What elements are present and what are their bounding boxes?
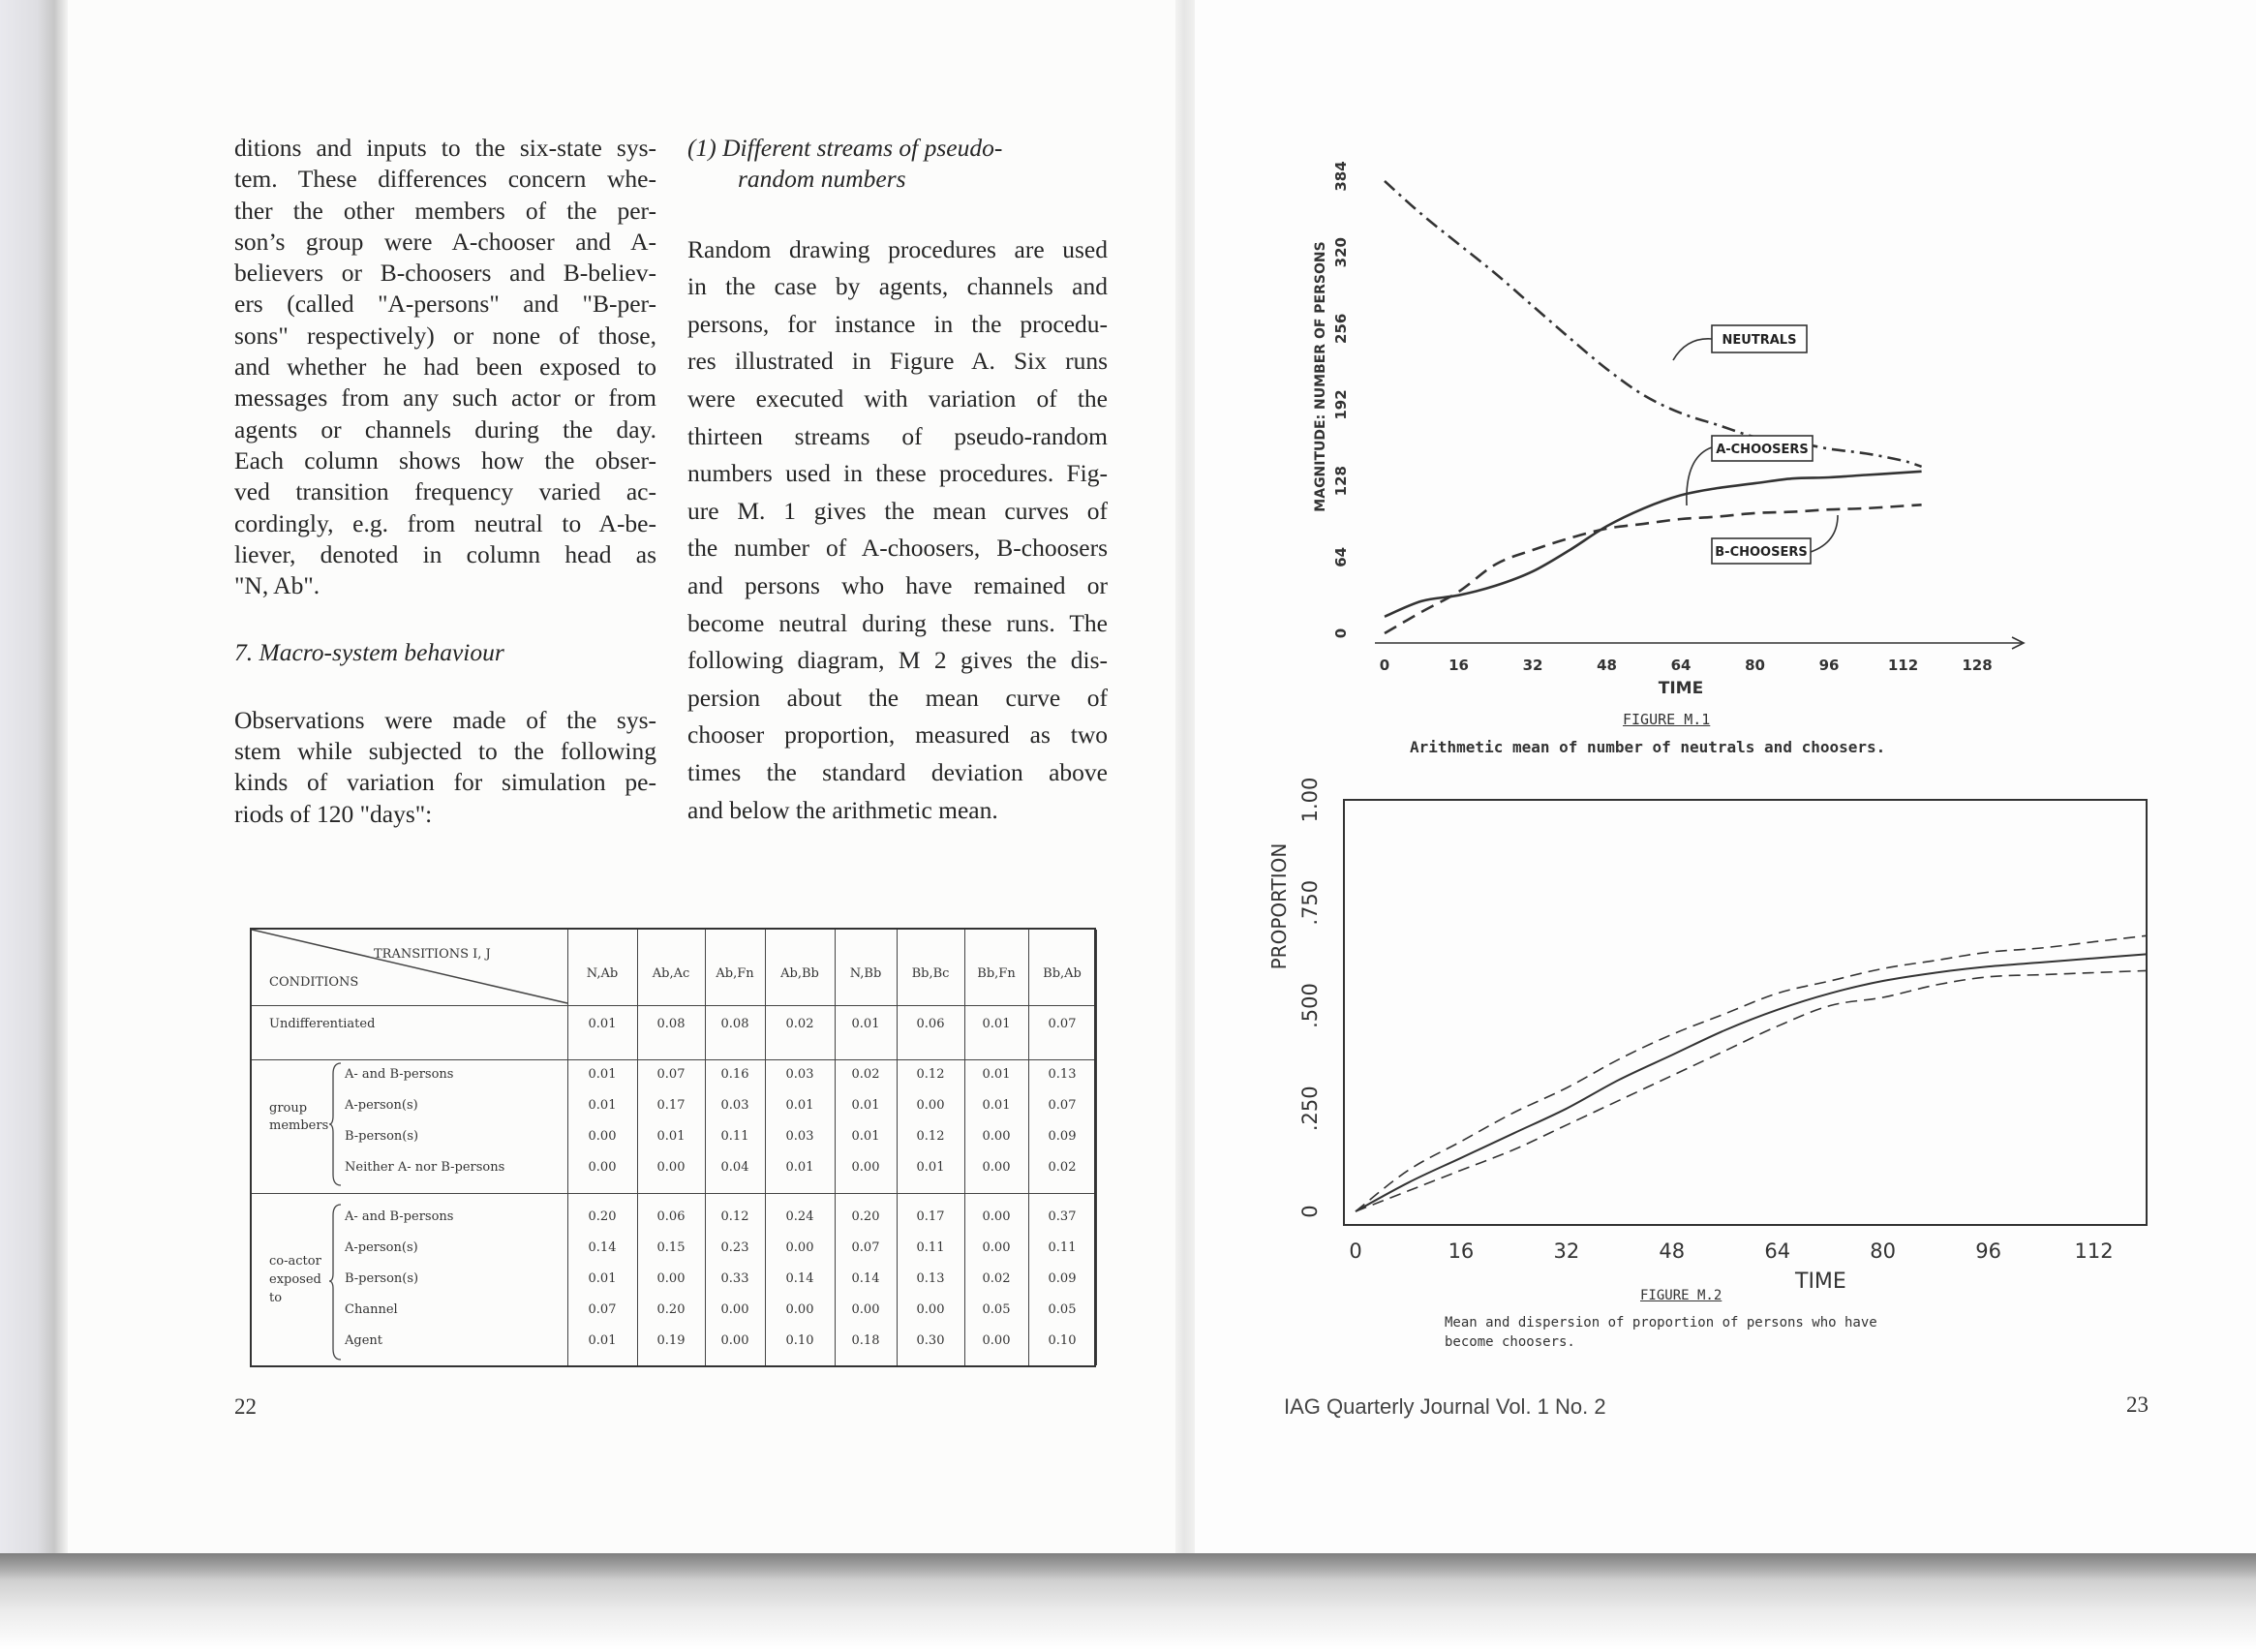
table-cell: 0.13 <box>1048 1067 1077 1082</box>
plot-frame <box>1344 800 2147 1225</box>
transition-table <box>250 928 1096 1367</box>
text-line: in the case by agents, channels and <box>687 272 1108 301</box>
table-cell: 0.02 <box>851 1067 880 1082</box>
group-label-line-2: members <box>269 1118 329 1133</box>
table-column-header: Bb,Bc <box>911 966 950 981</box>
table-row-rule <box>252 1193 1094 1194</box>
series-line-a-choosers <box>1385 472 1922 617</box>
table-column-rule <box>835 930 836 1365</box>
text-line: persion about the mean curve of <box>687 683 1108 712</box>
table-cell: 0.20 <box>588 1209 617 1224</box>
text-line: res illustrated in Figure A. Six runs <box>687 347 1108 376</box>
table-cell: 0.10 <box>1048 1333 1077 1348</box>
text-line: the number of A-choosers, B-choosers <box>687 534 1108 563</box>
y-axis-label: PROPORTION <box>1267 842 1291 970</box>
figure-m2-caption-line-1: Mean and dispersion of proportion of persons who have <box>1445 1315 1877 1331</box>
group-label-line-1: group <box>269 1101 308 1116</box>
table-cell: 0.07 <box>656 1067 686 1082</box>
x-tick-label: 48 <box>1597 657 1617 674</box>
table-cell: 0.11 <box>1048 1240 1077 1255</box>
table-row-label: B-person(s) <box>345 1129 419 1144</box>
book-gutter <box>1175 0 1195 1557</box>
table-cell: 0.01 <box>851 1129 880 1144</box>
table-cell: 0.33 <box>720 1271 749 1286</box>
x-tick-label: 32 <box>1522 657 1543 674</box>
text-line: and persons who have remained or <box>687 570 1108 599</box>
text-line: ditions and inputs to the six-state sys- <box>234 134 656 162</box>
table-row-label: Neither A- nor B-persons <box>345 1160 505 1175</box>
right-page-number: 23 <box>2126 1392 2149 1417</box>
text-line: become neutral during these runs. The <box>687 608 1108 637</box>
table-column-header: Ab,Ac <box>652 966 690 981</box>
paragraph-3 <box>687 231 1108 830</box>
table-cell: 0.09 <box>1048 1129 1077 1144</box>
table-cell: 0.00 <box>982 1333 1011 1348</box>
table-cell: 0.01 <box>785 1098 814 1113</box>
table-cell: 0.01 <box>588 1067 617 1082</box>
coactor-brace <box>329 1204 343 1362</box>
legend-label-neutrals: NEUTRALS <box>1722 333 1797 348</box>
series-line-b-choosers <box>1385 505 1922 633</box>
table-cell: 0.01 <box>916 1160 945 1175</box>
x-tick-label: 128 <box>1962 657 1993 674</box>
table-row-label: A-person(s) <box>345 1240 418 1255</box>
table-cell: 0.12 <box>916 1067 945 1082</box>
x-axis-label: TIME <box>1795 1270 1846 1293</box>
table-column-header: Bb,Ab <box>1043 966 1082 981</box>
table-column-rule <box>637 930 638 1365</box>
table-row-label: Channel <box>345 1302 398 1317</box>
x-tick-label: 32 <box>1553 1239 1580 1263</box>
text-line: ved transition frequency varied ac- <box>234 477 656 506</box>
table-cell: 0.01 <box>588 1271 617 1286</box>
book-edge <box>0 0 68 1557</box>
y-tick-label: .500 <box>1298 983 1322 1028</box>
table-cell: 0.14 <box>851 1271 880 1286</box>
text-line: ure M. 1 gives the mean curves of <box>687 496 1108 525</box>
left-page-number: 22 <box>234 1394 257 1419</box>
table-cell: 0.30 <box>916 1333 945 1348</box>
bchoosers-pointer <box>1811 515 1838 552</box>
text-line: Random drawing procedures are used <box>687 234 1108 263</box>
table-cell: 0.07 <box>1048 1098 1077 1113</box>
figure-m2-caption-line-2: become choosers. <box>1445 1334 1575 1350</box>
table-cell: 0.01 <box>588 1333 617 1348</box>
text-line: ers (called "A-persons" and "B-per- <box>234 290 656 319</box>
table-cell: 0.37 <box>1048 1209 1077 1224</box>
legend-label-bchoosers: B-CHOOSERS <box>1715 545 1808 560</box>
y-tick-label: 320 <box>1332 237 1350 268</box>
table-cell: 0.01 <box>588 1017 617 1031</box>
figure-m1-caption: Arithmetic mean of number of neutrals and choosers. <box>1410 738 1886 756</box>
text-line: persons, for instance in the procedu- <box>687 309 1108 338</box>
table-cell: 0.07 <box>851 1240 880 1255</box>
text-line: and whether he had been exposed to <box>234 352 656 382</box>
left-column-1 <box>234 133 656 830</box>
text-line: riods of 120 "days": <box>234 799 433 828</box>
text-line: liever, denoted in column head as <box>234 539 656 568</box>
y-tick-label: 192 <box>1332 389 1350 420</box>
table-corner-top: TRANSITIONS I, J <box>374 947 491 962</box>
table-cell: 0.00 <box>720 1333 749 1348</box>
text-line: and below the arithmetic mean. <box>687 795 998 824</box>
table-cell: 0.03 <box>785 1067 814 1082</box>
table-cell: 0.14 <box>785 1271 814 1286</box>
text-line: chooser proportion, measured as two <box>687 720 1108 750</box>
series-line-lower <box>1356 970 2147 1211</box>
x-tick-label: 0 <box>1379 657 1390 674</box>
x-tick-label: 80 <box>1870 1239 1897 1263</box>
table-cell: 0.04 <box>720 1160 749 1175</box>
table-cell: 0.24 <box>785 1209 814 1224</box>
table-cell: 0.00 <box>982 1160 1011 1175</box>
table-cell: 0.00 <box>656 1160 686 1175</box>
x-tick-label: 96 <box>1975 1239 2001 1263</box>
table-cell: 0.19 <box>656 1333 686 1348</box>
y-tick-label: 64 <box>1332 546 1350 567</box>
series-line-upper <box>1356 935 2147 1211</box>
table-cell: 0.13 <box>916 1271 945 1286</box>
table-cell: 0.00 <box>851 1160 880 1175</box>
table-corner-diagonal <box>252 930 569 1007</box>
table-column-rule <box>897 930 898 1365</box>
table-cell: 0.05 <box>982 1302 1011 1317</box>
table-cell: 0.10 <box>785 1333 814 1348</box>
table-column-rule <box>765 930 766 1365</box>
legend-label-achoosers: A-CHOOSERS <box>1716 443 1809 457</box>
text-line: thirteen streams of pseudo-random <box>687 421 1108 450</box>
subheading-line-1: (1) Different streams of pseudo- <box>687 134 1003 162</box>
table-cell: 0.16 <box>720 1067 749 1082</box>
table-cell: 0.02 <box>1048 1160 1077 1175</box>
x-tick-label: 48 <box>1659 1239 1686 1263</box>
table-row-rule <box>252 1059 1094 1060</box>
series-line-neutrals <box>1385 181 1922 467</box>
x-tick-label: 96 <box>1818 657 1840 674</box>
text-line: times the standard deviation above <box>687 757 1108 786</box>
table-cell: 0.03 <box>785 1129 814 1144</box>
text-line: stem while subjected to the following <box>234 737 656 766</box>
table-column-header: Ab,Bb <box>780 966 819 981</box>
table-row-label: A-person(s) <box>345 1098 418 1113</box>
table-cell: 0.20 <box>656 1302 686 1317</box>
x-tick-label: 112 <box>1887 657 1919 674</box>
table-cell: 0.00 <box>916 1302 945 1317</box>
table-cell: 0.02 <box>785 1017 814 1031</box>
x-axis-label: TIME <box>1658 679 1704 698</box>
text-line: following diagram, M 2 gives the dis- <box>687 646 1108 675</box>
y-axis-label: MAGNITUDE: NUMBER OF PERSONS <box>1313 241 1328 512</box>
table-cell: 0.06 <box>656 1209 686 1224</box>
table-cell: 0.23 <box>720 1240 749 1255</box>
text-line: son’s group were A-chooser and A- <box>234 227 656 256</box>
table-cell: 0.08 <box>720 1017 749 1031</box>
neutrals-pointer <box>1673 339 1712 360</box>
table-column-rule <box>567 930 568 1365</box>
table-cell: 0.01 <box>982 1017 1011 1031</box>
x-tick-label: 16 <box>1448 657 1469 674</box>
table-cell: 0.00 <box>916 1098 945 1113</box>
table-cell: 0.00 <box>588 1129 617 1144</box>
table-cell: 0.07 <box>588 1302 617 1317</box>
table-cell: 0.00 <box>785 1240 814 1255</box>
coactor-label-line-1: co-actor <box>269 1254 321 1269</box>
table-cell: 0.01 <box>982 1067 1011 1082</box>
table-cell: 0.18 <box>851 1333 880 1348</box>
undiff-label: Undifferentiated <box>269 1017 376 1031</box>
text-line: ther the other members of the per- <box>234 196 656 225</box>
x-tick-label: 64 <box>1764 1239 1791 1263</box>
x-tick-label: 0 <box>1349 1239 1362 1263</box>
text-line: tem. These differences concern whe- <box>234 165 656 194</box>
table-cell: 0.12 <box>720 1209 749 1224</box>
x-tick-label: 64 <box>1670 657 1692 674</box>
table-cell: 0.00 <box>982 1129 1011 1144</box>
table-cell: 0.14 <box>588 1240 617 1255</box>
coactor-label-line-3: to <box>269 1291 283 1305</box>
x-tick-label: 112 <box>2074 1239 2114 1263</box>
figure-m1-title: FIGURE M.1 <box>1623 711 1711 728</box>
y-tick-label: 384 <box>1332 161 1350 192</box>
page-bottom-shadow <box>0 1553 2256 1652</box>
y-tick-label: 0 <box>1298 1205 1322 1218</box>
table-row-rule <box>252 1005 1094 1006</box>
table-cell: 0.00 <box>785 1302 814 1317</box>
table-row-label: A- and B-persons <box>345 1209 454 1224</box>
table-cell: 0.00 <box>982 1209 1011 1224</box>
table-cell: 0.01 <box>851 1098 880 1113</box>
table-cell: 0.02 <box>982 1271 1011 1286</box>
journal-footer: IAG Quarterly Journal Vol. 1 No. 2 <box>1284 1394 1606 1419</box>
table-row-label: A- and B-persons <box>345 1067 454 1082</box>
text-line: Each column shows how the obser- <box>234 445 656 474</box>
table-cell: 0.00 <box>982 1240 1011 1255</box>
subheading-line-2: random numbers <box>738 165 906 194</box>
table-column-rule <box>1096 930 1097 1365</box>
figure-m1-chart <box>1307 116 2062 717</box>
table-cell: 0.17 <box>916 1209 945 1224</box>
figure-m2-chart <box>1259 765 2159 1293</box>
y-tick-label: 1.00 <box>1298 777 1322 823</box>
paragraph-2 <box>234 705 656 830</box>
table-cell: 0.09 <box>1048 1271 1077 1286</box>
text-line: numbers used in these procedures. Fig- <box>687 459 1108 488</box>
x-tick-label: 16 <box>1448 1239 1475 1263</box>
text-line: messages from any such actor or from <box>234 383 656 413</box>
text-line: Observations were made of the sys- <box>234 705 656 734</box>
table-column-rule <box>705 930 706 1365</box>
coactor-label-line-2: exposed <box>269 1272 321 1287</box>
table-cell: 0.20 <box>851 1209 880 1224</box>
y-tick-label: .250 <box>1298 1086 1322 1132</box>
table-cell: 0.05 <box>1048 1302 1077 1317</box>
table-cell: 0.00 <box>851 1302 880 1317</box>
table-row-label: Agent <box>345 1333 382 1348</box>
table-cell: 0.17 <box>656 1098 686 1113</box>
x-tick-label: 80 <box>1745 657 1765 674</box>
table-row-label: B-person(s) <box>345 1271 419 1286</box>
table-cell: 0.01 <box>851 1017 880 1031</box>
text-line: kinds of variation for simulation pe- <box>234 768 656 797</box>
table-cell: 0.03 <box>720 1098 749 1113</box>
y-tick-label: .750 <box>1298 879 1322 926</box>
figure-m2-title: FIGURE M.2 <box>1640 1288 1722 1303</box>
table-cell: 0.07 <box>1048 1017 1077 1031</box>
table-column-rule <box>964 930 965 1365</box>
group-brace <box>329 1062 343 1186</box>
table-cell: 0.00 <box>720 1302 749 1317</box>
table-corner-bottom: CONDITIONS <box>269 975 359 990</box>
text-line: were executed with variation of the <box>687 383 1108 413</box>
y-tick-label: 128 <box>1332 466 1350 497</box>
table-cell: 0.01 <box>588 1098 617 1113</box>
achoosers-pointer <box>1687 447 1712 505</box>
y-tick-label: 256 <box>1332 313 1350 344</box>
table-cell: 0.01 <box>656 1129 686 1144</box>
y-tick-label: 0 <box>1332 627 1350 639</box>
text-line: believers or B-choosers and B-believ- <box>234 259 656 288</box>
text-line: agents or channels during the day. <box>234 414 656 444</box>
table-cell: 0.11 <box>720 1129 749 1144</box>
section-heading: 7. Macro-system behaviour <box>234 638 504 667</box>
table-cell: 0.12 <box>916 1129 945 1144</box>
series-line-mean <box>1356 954 2147 1211</box>
table-cell: 0.01 <box>785 1160 814 1175</box>
table-column-header: N,Ab <box>586 966 619 981</box>
table-column-rule <box>1028 930 1029 1365</box>
table-cell: 0.11 <box>916 1240 945 1255</box>
table-column-header: Bb,Fn <box>977 966 1016 981</box>
table-cell: 0.00 <box>588 1160 617 1175</box>
text-line: sons" respectively) or none of those, <box>234 321 656 350</box>
table-cell: 0.15 <box>656 1240 686 1255</box>
table-cell: 0.08 <box>656 1017 686 1031</box>
text-line: cordingly, e.g. from neutral to A-be- <box>234 508 656 537</box>
table-cell: 0.06 <box>916 1017 945 1031</box>
text-line: "N, Ab". <box>234 571 320 600</box>
table-cell: 0.01 <box>982 1098 1011 1113</box>
table-column-header: Ab,Fn <box>716 966 754 981</box>
paragraph-1 <box>234 133 656 601</box>
table-column-header: N,Bb <box>849 966 882 981</box>
left-column-2 <box>687 133 1108 829</box>
table-cell: 0.00 <box>656 1271 686 1286</box>
